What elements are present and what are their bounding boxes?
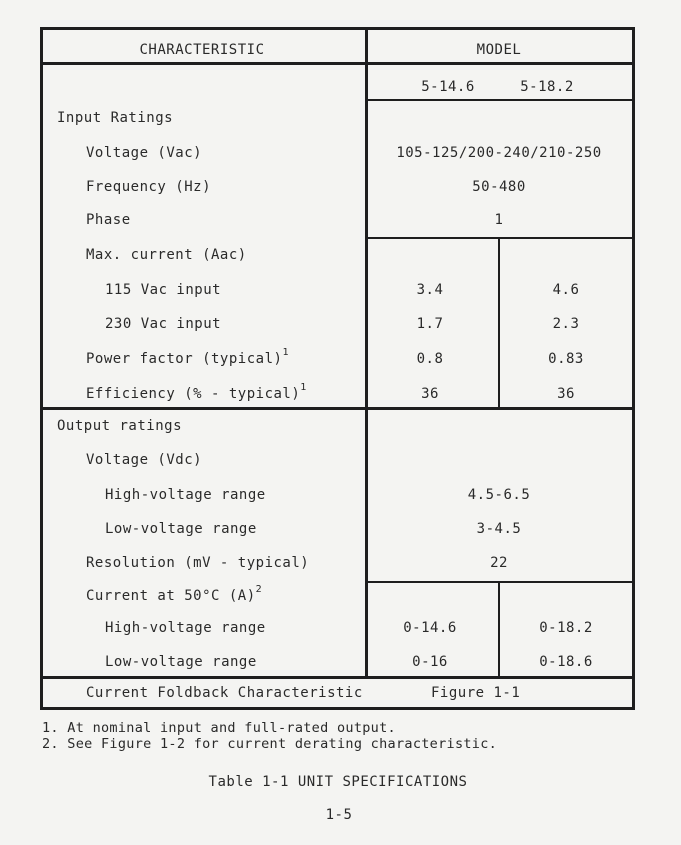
power-factor-b-value: 0.83 — [548, 351, 584, 367]
output-low-range-label: Low-voltage range — [105, 521, 257, 537]
output-ratings-heading: Output ratings — [57, 418, 183, 434]
header-characteristic: CHARACTERISTIC — [139, 42, 265, 58]
input-column-divider — [498, 237, 500, 409]
header-model: MODEL — [476, 42, 522, 58]
phase-value: 1 — [494, 212, 504, 228]
efficiency-label — [86, 382, 307, 402]
phase-label: Phase — [86, 212, 131, 228]
current-50c-text: Current at 50°C (A) — [86, 588, 256, 604]
efficiency-text: Efficiency (% - typical) — [86, 386, 301, 402]
table-caption: Table 1-1 UNIT SPECIFICATIONS — [208, 774, 468, 790]
header-rule — [43, 62, 632, 65]
vac230-a-value: 1.7 — [416, 316, 444, 332]
foldback-label: Current Foldback Characteristic — [86, 685, 363, 701]
power-factor-text: Power factor (typical) — [86, 351, 283, 367]
output-voltage-label: Voltage (Vdc) — [86, 452, 203, 468]
current-low-a-value: 0-16 — [412, 654, 448, 670]
current-high-b-value: 0-18.2 — [539, 620, 593, 636]
efficiency-a-value: 36 — [421, 386, 439, 402]
vac115-a-value: 3.4 — [416, 282, 444, 298]
vac230-label: 230 Vac input — [105, 316, 222, 332]
vac115-b-value: 4.6 — [552, 282, 580, 298]
foldback-rule — [43, 676, 632, 679]
footnote-1: 1. At nominal input and full-rated output. — [42, 720, 396, 736]
current-high-a-value: 0-14.6 — [403, 620, 457, 636]
resolution-value: 22 — [490, 555, 508, 571]
spec-table — [40, 27, 635, 710]
output-low-range-value: 3-4.5 — [476, 521, 522, 537]
output-column-divider — [498, 581, 500, 678]
resolution-label: Resolution (mV - typical) — [86, 555, 310, 571]
model-b-label: 5-18.2 — [520, 79, 574, 95]
vac230-b-value: 2.3 — [552, 316, 580, 332]
input-voltage-value: 105-125/200-240/210-250 — [396, 145, 602, 161]
power-factor-label — [86, 347, 289, 367]
footnote-2: 2. See Figure 1-2 for current derating characteristic. — [42, 736, 498, 752]
output-high-range-value: 4.5-6.5 — [467, 487, 531, 503]
max-current-label: Max. current (Aac) — [86, 247, 247, 263]
input-voltage-label: Voltage (Vac) — [86, 145, 203, 161]
power-factor-a-value: 0.8 — [416, 351, 444, 367]
current-low-range-label: Low-voltage range — [105, 654, 257, 670]
model-subheader-rule — [365, 99, 632, 101]
page-number: 1-5 — [325, 807, 353, 823]
frequency-label: Frequency (Hz) — [86, 179, 212, 195]
efficiency-footnote-ref: 1 — [300, 382, 307, 394]
vac115-label: 115 Vac input — [105, 282, 222, 298]
section-divider — [43, 407, 632, 410]
efficiency-b-value: 36 — [557, 386, 575, 402]
foldback-value: Figure 1-1 — [431, 685, 521, 701]
input-ratings-heading: Input Ratings — [57, 110, 174, 126]
current-low-b-value: 0-18.6 — [539, 654, 593, 670]
output-high-range-label: High-voltage range — [105, 487, 266, 503]
model-a-label: 5-14.6 — [421, 79, 475, 95]
frequency-value: 50-480 — [472, 179, 526, 195]
current-footnote-ref: 2 — [255, 584, 263, 596]
current-50c-label — [86, 584, 263, 604]
power-factor-footnote-ref: 1 — [282, 347, 289, 359]
current-high-range-label: High-voltage range — [105, 620, 266, 636]
